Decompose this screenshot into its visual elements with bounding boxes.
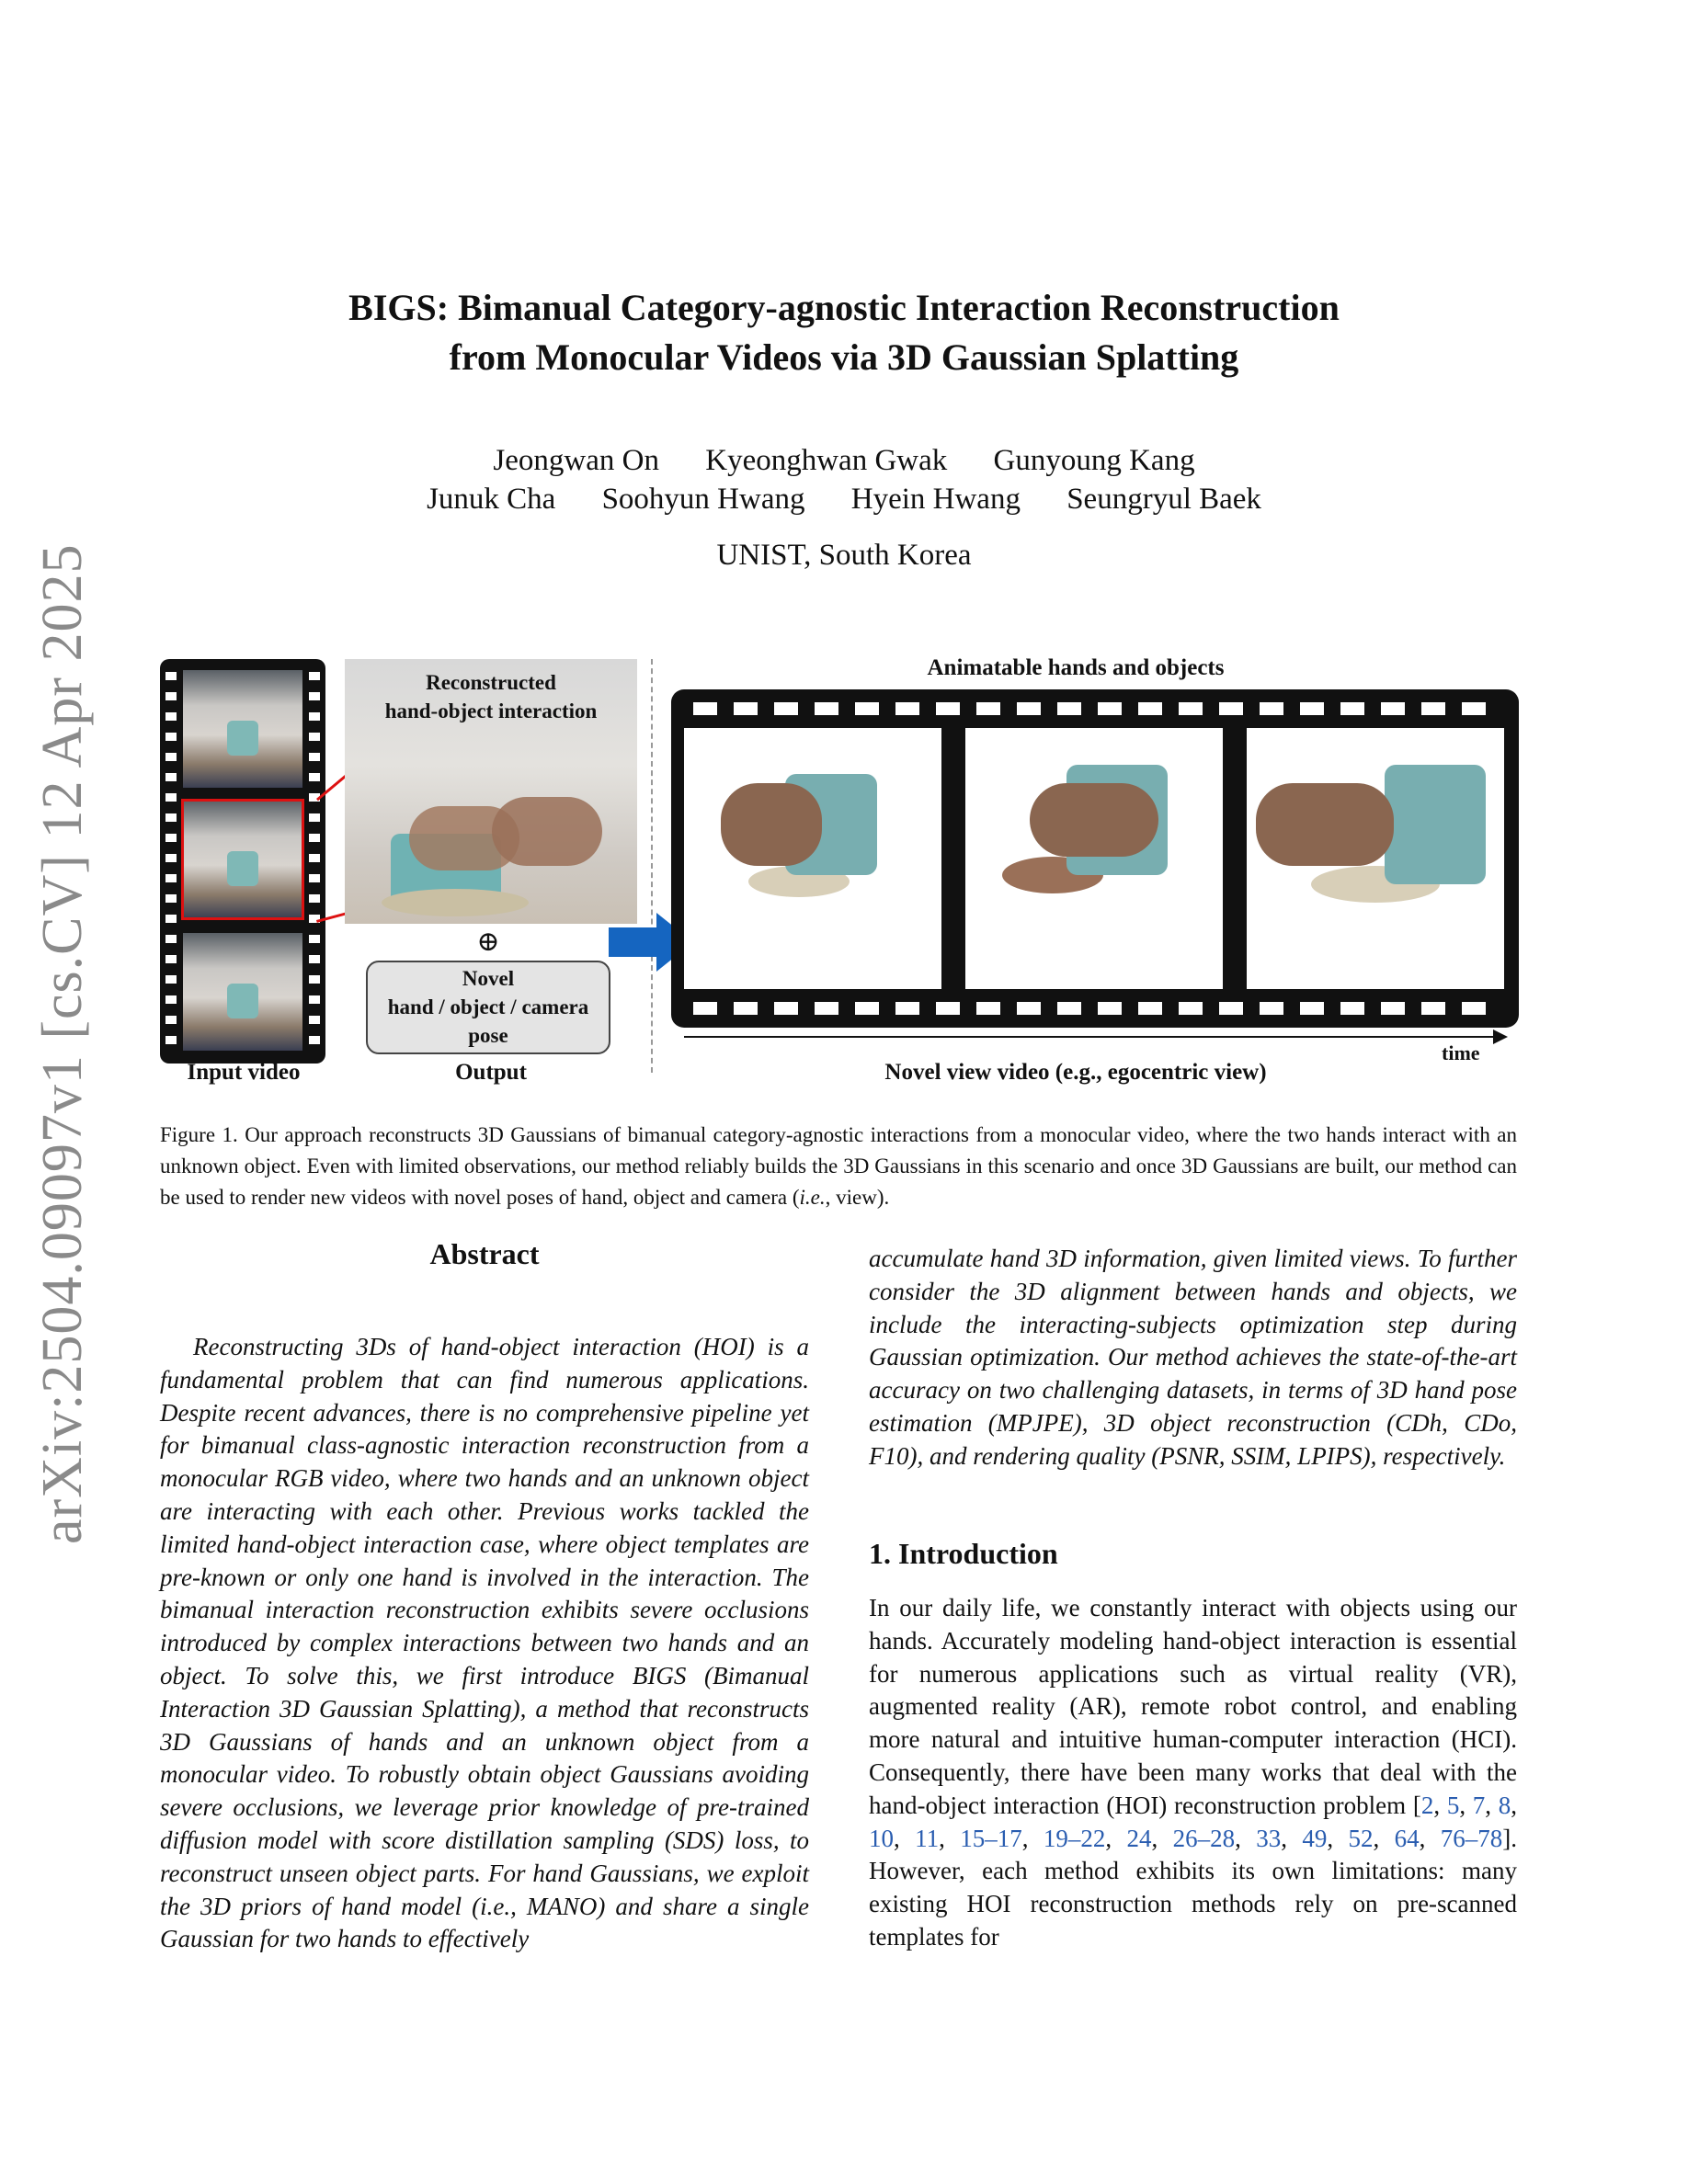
- abstract-continuation: accumulate hand 3D information, given limited views. To further consider the 3D alignment between hands and objects, we include the interacting-subjects optimization step during Gaussian optimization. Our method achieves the state-of-the-art accuracy on two challenging datasets, in terms of 3D hand pose estimation (MPJPE), 3D object reconstruction (CDh, CDo, F10), and rendering quality (PSNR, SSIM, LPIPS), respectively.: [869, 1245, 1517, 1470]
- novel-pose-line: Novel: [462, 967, 515, 990]
- author: Gunyoung Kang: [993, 444, 1195, 477]
- author: Seungryul Baek: [1066, 483, 1261, 516]
- novel-pose-line: hand / object / camera: [387, 995, 589, 1018]
- novel-pose-line: pose: [468, 1024, 508, 1047]
- arxiv-stamp: arXiv:2504.09097v1 [cs.CV] 12 Apr 2025: [31, 543, 94, 1544]
- output-title-line: Reconstructed: [426, 671, 556, 694]
- citation-link[interactable]: 49: [1302, 1824, 1328, 1852]
- output-panel-title: [345, 668, 637, 725]
- author-list: [230, 441, 1458, 518]
- time-axis: [684, 1036, 1499, 1038]
- label-output: Output: [455, 1060, 527, 1085]
- abstract-text: Reconstructing 3Ds of hand-object interaction (HOI) is a fundamental problem that can find numerous applications. Despite recent advances, there is no comprehensive pipeline yet for bimanual class-agnostic interaction reconstruction from a monocular RGB video, where two hands and an unknown object are interacting with each other. Previous works tackled the limited hand-object interaction case, where object templates are pre-known or only one hand is involved in the interaction. The bimanual interaction reconstruction exhibits severe occlusions introduced by complex interactions between two hands and an object. To solve this, we first introduce BIGS (Bimanual Interaction 3D Gaussian Splatting), a method that reconstructs 3D Gaussians of hands and an unknown object from a monocular video. To robustly obtain object Gaussians avoiding severe occlusions, we leverage prior knowledge of pre-trained diffusion model with score distillation sampling (SDS) loss, to reconstruct unseen object parts. For hand Gaussians, we exploit the 3D priors of hand model (i.e., MANO) and share a single Gaussian for two hands to effectively: [160, 1333, 809, 1953]
- input-frame: [183, 933, 302, 1051]
- author: Junuk Cha: [427, 483, 556, 516]
- film-holes-right: [309, 672, 320, 1051]
- figure-1: [156, 648, 1535, 1103]
- citation-link[interactable]: 2: [1420, 1791, 1434, 1819]
- citation-link[interactable]: 33: [1256, 1824, 1282, 1852]
- input-frame: [183, 670, 302, 788]
- author: Kyeonghwan Gwak: [705, 444, 948, 477]
- time-arrow-icon: [1493, 1029, 1508, 1044]
- animatable-title: Animatable hands and objects: [927, 655, 1225, 680]
- film-holes-top: [693, 702, 1497, 715]
- author: Hyein Hwang: [850, 483, 1021, 516]
- oplus-symbol: ⊕: [476, 927, 500, 957]
- authors-row-2: [230, 480, 1458, 518]
- selected-frame-highlight: [181, 799, 304, 920]
- citation-link[interactable]: 15–17: [960, 1824, 1022, 1852]
- citation-link[interactable]: 5: [1446, 1791, 1460, 1819]
- caption-text: , view).: [825, 1186, 890, 1209]
- label-novel-view: Novel view video (e.g., egocentric view): [884, 1060, 1267, 1085]
- intro-text: In our daily life, we constantly interact with objects using our hands. Accurately modeling hand-object interaction is essential for numerous applications such as virtual reality (VR), augmented reality (AR), remote robot control, and enabling more natural and intuitive human-computer interaction (HCI). Consequently, there have been many works that deal with the hand-object interaction (HOI) reconstruction problem [: [869, 1594, 1517, 1819]
- affiliation: UNIST, South Korea: [716, 539, 972, 572]
- citation-link[interactable]: 24: [1126, 1824, 1152, 1852]
- introduction-body: In our daily life, we constantly interact with objects using our hands. Accurately modeling hand-object interaction is essential for numerous applications such as virtual reality (VR), augmented reality (AR), remote robot control, and enabling more natural and intuitive human-computer interaction (HCI). Consequently, there have been many works that deal with the hand-object interaction (HOI) reconstruction problem [2, 5, 7, 8, 10, 11, 15–17, 19–22, 24, 26–28, 33, 49, 52, 64, 76–78]. However, each method exhibits its own limitations: many existing HOI reconstruction methods rely on pre-scanned templates for: [869, 1594, 1518, 1951]
- intro-text: ]. However, each method exhibits its own limitations: many existing HOI reconstruction methods rely on pre-scanned templates for: [869, 1824, 1517, 1951]
- author: Soohyun Hwang: [601, 483, 805, 516]
- output-title-line: hand-object interaction: [384, 700, 598, 722]
- citation-link[interactable]: 76–78: [1440, 1824, 1503, 1852]
- novel-pose-box: [366, 961, 610, 1054]
- novel-view-filmstrip: [671, 689, 1519, 1028]
- figure-caption: [160, 1120, 1517, 1213]
- caption-ie: i.e.: [799, 1186, 826, 1209]
- dashed-separator: [651, 659, 653, 1073]
- authors-row-1: [230, 441, 1458, 480]
- novel-view-frame: [1247, 728, 1504, 989]
- title-line-2: from Monocular Videos via 3D Gaussian Splatting: [449, 336, 1239, 378]
- introduction-heading: 1. Introduction: [869, 1537, 1058, 1570]
- author: Jeongwan On: [493, 444, 659, 477]
- film-holes-bottom: [693, 1002, 1497, 1015]
- paper-title: [230, 283, 1458, 382]
- abstract-body: [160, 1331, 809, 1956]
- film-holes-left: [165, 672, 177, 1051]
- citation-link[interactable]: 52: [1348, 1824, 1374, 1852]
- citation-link[interactable]: 8: [1498, 1791, 1511, 1819]
- citation-link[interactable]: 26–28: [1172, 1824, 1236, 1852]
- novel-view-frame: [684, 728, 941, 989]
- citation-link[interactable]: 19–22: [1043, 1824, 1106, 1852]
- citation-link[interactable]: 7: [1472, 1791, 1486, 1819]
- abstract-heading: Abstract: [429, 1237, 540, 1270]
- novel-view-frame: [965, 728, 1223, 989]
- input-video-filmstrip: [160, 659, 325, 1064]
- citation-link[interactable]: 11: [915, 1824, 940, 1852]
- citation-link[interactable]: 10: [869, 1824, 894, 1852]
- caption-text: Figure 1. Our approach reconstructs 3D Gaussians of bimanual category-agnostic interactions from a monocular video, where the two hands interact with an unknown object. Even with limited observations, our method reliably builds the 3D Gaussians in this scenario and once 3D Gaussians are built, our method can be used to render new videos with novel poses of hand, object and camera (: [160, 1123, 1517, 1209]
- time-label: time: [1442, 1041, 1480, 1064]
- citation-link[interactable]: 64: [1394, 1824, 1420, 1852]
- title-line-1: BIGS: Bimanual Category-agnostic Interaction Reconstruction: [348, 287, 1340, 328]
- label-input-video: Input video: [187, 1060, 301, 1085]
